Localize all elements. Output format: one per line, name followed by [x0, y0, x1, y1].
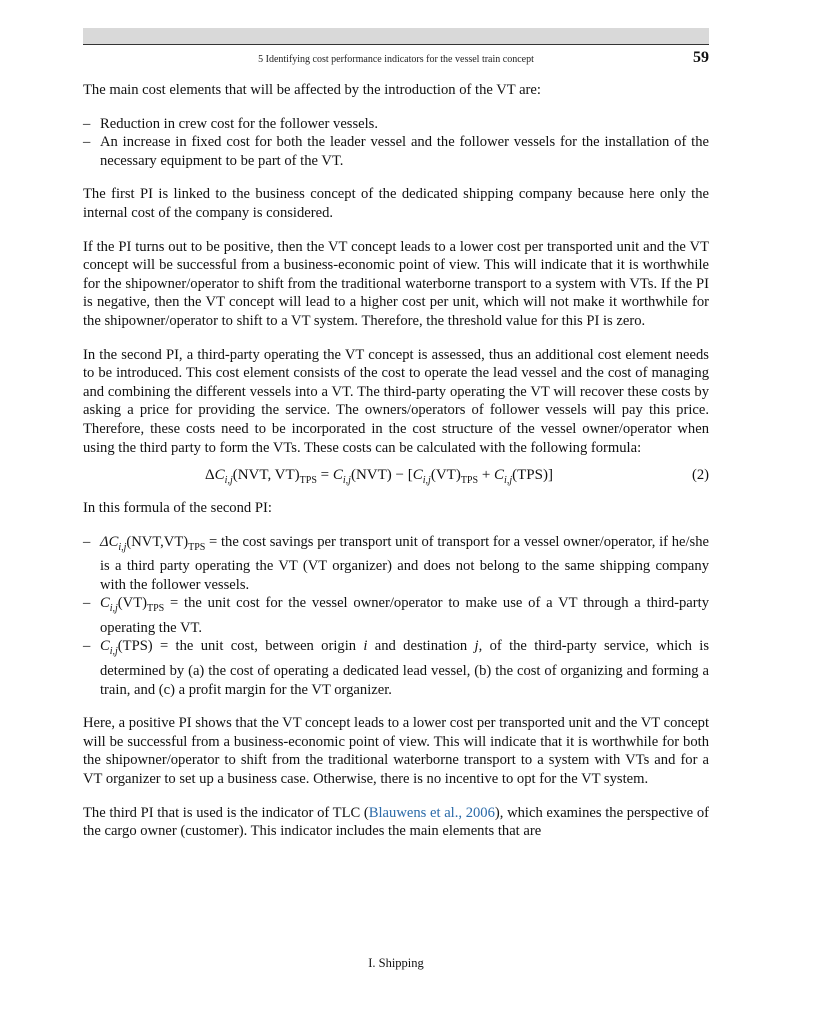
list-item: – An increase in fixed cost for both the leader vessel and the follower vessels for the installation of the necessary equipment to be part of the VT.: [83, 133, 709, 170]
formula-2: [83, 463, 709, 489]
paragraph-third-pi: The third PI that is used is the indicator of TLC (Blauwens et al., 2006), which examines the perspective of the cargo owner (customer). This indicator includes the main elements that are: [83, 804, 709, 840]
paragraph-intro: The main cost elements that will be affected by the introduction of the VT are:: [83, 82, 541, 98]
footer-section-label: I. Shipping: [368, 956, 424, 970]
page-number: 59: [693, 49, 709, 66]
paragraph-pi-positive: If the PI turns out to be positive, then the VT concept leads to a lower cost per transported unit and the VT concept will be successful from a business-economic point of view. This will indicate that it is worthwhile for the shipowner/operator to shift from the traditional waterborne transport to a system with VTs. If the PI is negative, then the VT concept will lead to a higher cost per unit, which will not make it worthwhile for the shipowner/operator to shift to a VT system. Therefore, the threshold value for this PI is zero.: [83, 238, 709, 329]
citation-link[interactable]: Blauwens et al., 2006: [368, 804, 495, 821]
formula-terms-list: [83, 533, 709, 699]
running-head: 5 Identifying cost performance indicators for the vessel train concept: [258, 54, 534, 65]
list-item: – Reduction in crew cost for the follower vessels.: [83, 115, 709, 134]
header-band: [83, 28, 709, 44]
paragraph-first-pi: The first PI is linked to the business concept of the dedicated shipping company because here only the internal cost of the company is considered.: [83, 186, 709, 221]
page-body: [83, 81, 709, 856]
paragraph-second-pi: In the second PI, a third-party operating the VT concept is assessed, thus an additional cost element needs to be introduced. This cost element consists of the cost to operate the lead vessel and the cost of managing and combining the different vessels into a VT. The third-party operating the VT will recover these costs by asking a price for providing the service. The owners/operators of follower vessels will pay this price. Therefore, these costs need to be incorporated in the cost structure of the vessel owner/operator when using the third party to form the VTs. These costs can be calculated with the following formula:: [83, 346, 709, 456]
header-rule: [83, 44, 709, 45]
paragraph-positive-pi: Here, a positive PI shows that the VT concept leads to a lower cost per transported unit and the VT concept will be successful from a business-economic point of view. This will indicate that it is worthwhile for both the shipowner/operator to shift from the traditional waterborne transport to a system with VTs and for a VT organizer to set up a business case. Otherwise, there is no incentive to opt for the VT system.: [83, 715, 709, 787]
list-item: – $C_{i,j}(TPS)$ = the unit cost, between origin i and destination j, of the third-party service, which is determined by (a) the cost of operating a dedicated lead vessel, (b) the cost of organizing and forming a train, and (c) a profit margin for the VT organizer.: [83, 637, 709, 699]
formula-expression: $\Delta C_{i,j}(NVT$, $VT)_{TPS} = C_{i,j}(NVT) - [C_{i,j}(VT)_{TPS} + C_{i,j}(TPS)]$: [205, 467, 553, 487]
list-item: – $\Delta C_{i,j}(NVT,VT)_{TPS}$ = the cost savings per transport unit of transport for a vessel owner/operator, if he/she is a third party operating the VT (VT organizer) and does not belong to the same shipping company with the follower vessels.: [83, 533, 709, 595]
equation-number: (2): [691, 467, 709, 484]
list-item: – $C_{i,j}(VT)_{TPS}$ = the unit cost for the vessel owner/operator to make use of a VT through a third-party operating the VT.: [83, 594, 709, 637]
paragraph-formula-intro: In this formula of the second PI:: [83, 500, 272, 517]
cost-elements-list: [83, 115, 709, 171]
